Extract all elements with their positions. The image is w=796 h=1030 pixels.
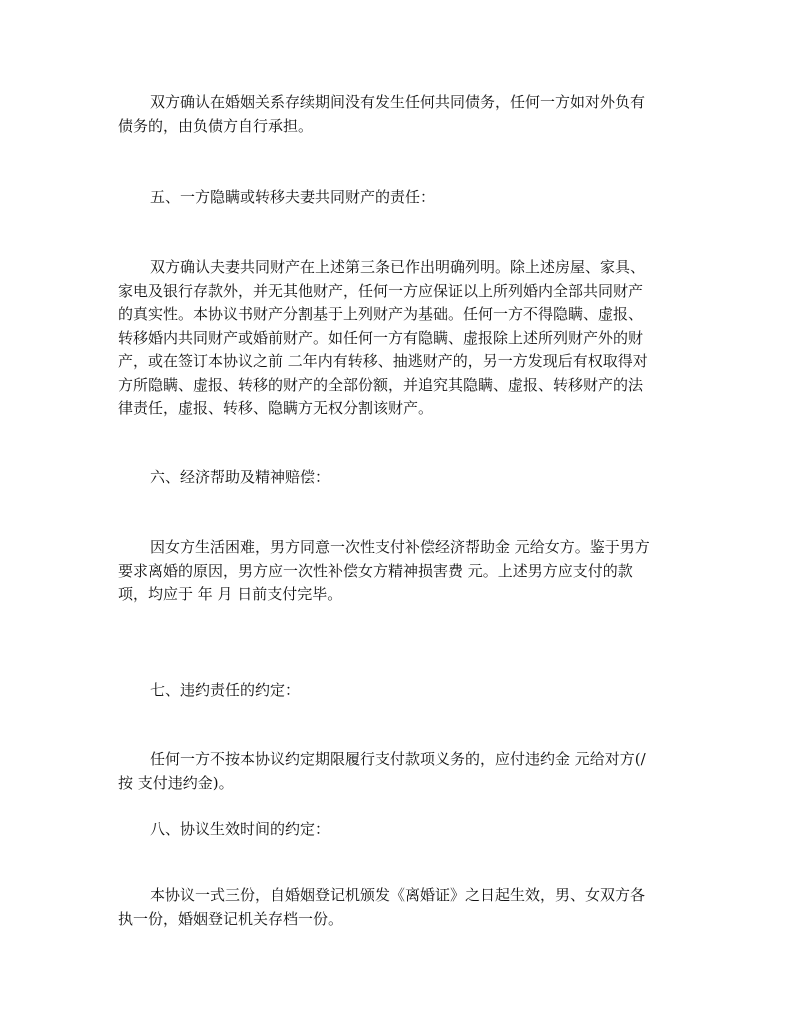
paragraph-line: 任何一方不按本协议约定期限履行支付款项义务的，应付违约金 元给对方(/ — [150, 750, 646, 768]
paragraph-line: 双方确认在婚姻关系存续期间没有发生任何共同债务，任何一方如对外负有 — [150, 93, 646, 111]
section7-heading: 七、违约责任的约定： — [150, 681, 301, 699]
paragraph-line: 产，或在签订本协议之前 二年内有转移、抽逃财产的，另一方发现后有权取得对 — [118, 352, 648, 370]
paragraph-line: 债务的，由负债方自行承担。 — [118, 116, 314, 135]
section7-body — [118, 748, 678, 795]
paragraph-line: 要求离婚的原因，男方应一次性补偿女方精神损害费 元。上述男方应支付的款 — [118, 561, 633, 580]
paragraph-line: 项，均应于 年 月 日前支付完毕。 — [118, 585, 343, 603]
paragraph-line: 因女方生活困难，男方同意一次性支付补偿经济帮助金 元给女方。鉴于男方 — [150, 538, 650, 556]
paragraph-line: 执一份，婚姻登记机关存档一份。 — [118, 909, 344, 928]
paragraph-debt — [118, 91, 678, 138]
section5-heading: 五、一方隐瞒或转移夫妻共同财产的责任： — [150, 188, 436, 206]
section5-body — [118, 256, 678, 421]
section6-heading: 六、经济帮助及精神赔偿： — [150, 468, 331, 486]
paragraph-line: 转移婚内共同财产或婚前财产。如任何一方有隐瞒、虚报除上述所列财产外的财 — [118, 328, 644, 347]
section6-body — [118, 536, 678, 607]
paragraph-line: 的真实性。本协议书财产分割基于上列财产为基础。任何一方不得隐瞒、虚报、 — [118, 305, 644, 323]
section8-heading: 八、协议生效时间的约定： — [150, 820, 331, 838]
paragraph-line: 律责任，虚报、转移、隐瞒方无权分割该财产。 — [118, 399, 434, 417]
paragraph-line: 按 支付违约金)。 — [118, 773, 234, 792]
paragraph-line: 家电及银行存款外，并无其他财产，任何一方应保证以上所列婚内全部共同财产 — [118, 281, 644, 300]
paragraph-line: 方所隐瞒、虚报、转移的财产的全部份额，并追究其隐瞒、虚报、转移财产的法 — [118, 375, 644, 394]
paragraph-line: 本协议一式三份，自婚姻登记机颁发《离婚证》之日起生效，男、女双方各 — [150, 886, 646, 904]
paragraph-line: 双方确认夫妻共同财产在上述第三条已作出明确列明。除上述房屋、家具、 — [150, 258, 646, 276]
section8-body — [118, 884, 678, 931]
